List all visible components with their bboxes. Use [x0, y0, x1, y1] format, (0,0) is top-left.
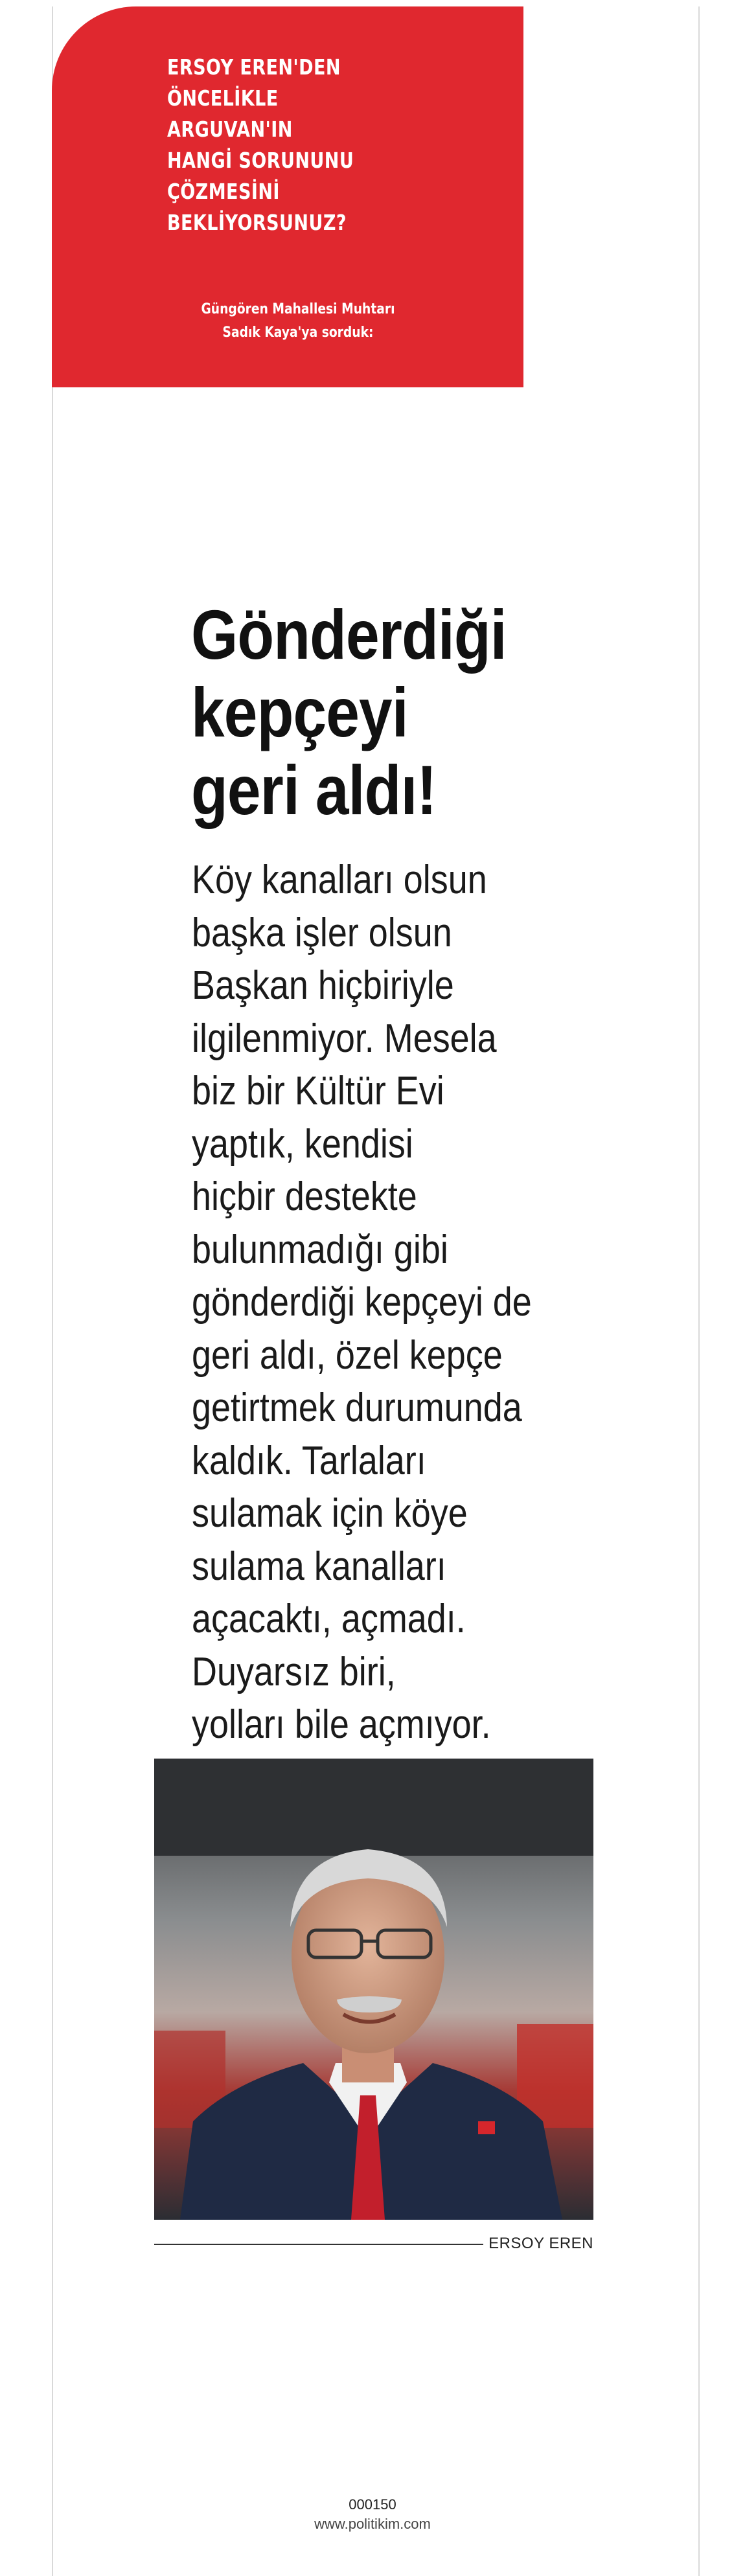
site-url[interactable]: www.politikim.com: [314, 2516, 431, 2532]
photo-caption: ERSOY EREN: [488, 2235, 593, 2252]
question-source: Güngören Mahallesi Muhtarı Sadık Kaya'ya sorduk:: [201, 301, 395, 341]
article-body: Köy kanalları olsun başka işler olsun Başkan hiçbiriyle ilgilenmiyor. Mesela biz bir Kültür Evi yaptık, kendisi hiçbir destekte bulunmadığı gibi gönderdiği kepçeyi de geri aldı, özel kepçe getirtmek durumunda kaldık. Tarlaları sulamak için köye sulama kanalları açacaktı, açmadı. Duyarsız biri, yolları bile açmıyor.: [192, 858, 532, 1747]
question-text: ERSOY EREN'DEN ÖNCELİKLE ARGUVAN'IN HANGİ SORUNUNU ÇÖZMESİNİ BEKLİYORSUNUZ?: [167, 54, 354, 235]
headline: Gönderdiği kepçeyi geri aldı!: [191, 595, 507, 829]
page-number: 000150: [349, 2496, 396, 2513]
portrait-photo: [154, 1759, 593, 2220]
caption-rule: [154, 2244, 483, 2245]
